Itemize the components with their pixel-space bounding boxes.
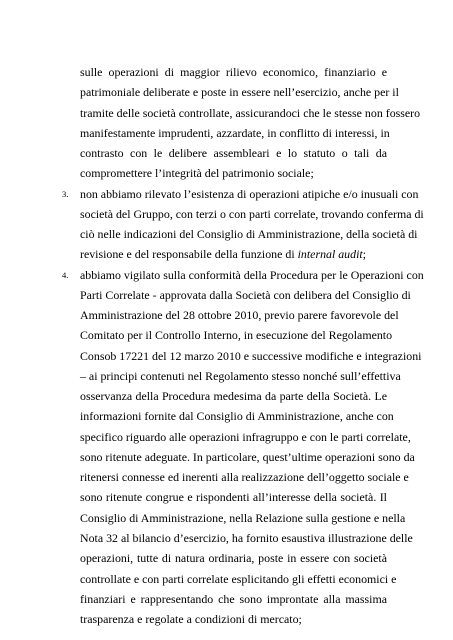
italic-term: internal audit — [297, 247, 363, 262]
text-line: informazioni fornite dal Consiglio di Amministrazione, anche con — [80, 409, 394, 424]
text-line: sono ritenute congrue e rispondenti all’interesse della società. Il — [80, 490, 387, 505]
list-number: 4. — [62, 269, 69, 280]
text-line: Consob 17221 del 12 marzo 2010 e successive modifiche e integrazioni — [80, 348, 422, 363]
text-line: – ai principi contenuti nel Regolamento stesso nonché sull’effettiva — [80, 368, 401, 383]
text-line: compromettere l’integrità del patrimonio sociale; — [80, 166, 314, 181]
text-line: controllate e con parti correlate esplicitando gli effetti economici e — [80, 571, 397, 586]
text-line: contrasto con le delibere assembleari e lo statuto o tali da — [80, 146, 387, 160]
text-line: specifico riguardo alle operazioni infragruppo e con le parti correlate, — [80, 429, 411, 444]
text-fragment: revisione e del responsabile della funzione di — [80, 247, 295, 262]
text-line: Amministrazione del 28 ottobre 2010, previo parere favorevole del — [80, 308, 399, 323]
text-line: sulle operazioni di maggior rilievo economico, finanziario e — [80, 65, 387, 79]
text-line: operazioni, tutte di natura ordinaria, poste in essere con società — [80, 551, 387, 566]
text-fragment: ; — [362, 247, 366, 262]
text-line: non abbiamo rilevato l’esistenza di operazioni atipiche e/o inusuali con — [80, 186, 419, 201]
text-line: società del Gruppo, con terzi o con parti correlate, trovando conferma di — [80, 206, 424, 221]
text-line: manifestamente imprudenti, azzardate, in conflitto di interessi, in — [80, 125, 390, 140]
text-line-with-italic — [80, 247, 387, 261]
text-line: trasparenza e regolate a condizioni di mercato; — [80, 612, 302, 626]
text-line: ritenersi connesse ed inerenti alla realizzazione dell’oggetto sociale e — [80, 470, 409, 485]
text-line: sono ritenute adeguate. In particolare, quest’ultime operazioni sono da — [80, 449, 415, 464]
text-line: ciò nelle indicazioni del Consiglio di Amministrazione, della società di — [80, 227, 418, 242]
text-line: Consiglio di Amministrazione, nella Relazione sulla gestione e nella — [80, 510, 406, 525]
list-number: 3. — [62, 188, 69, 199]
text-line: finanziari e rappresentando che sono improntate alla massima — [80, 591, 387, 606]
text-line: patrimoniale deliberate e poste in essere nell’esercizio, anche per il — [80, 85, 399, 100]
text-line: Comitato per il Controllo Interno, in esecuzione del Regolamento — [80, 328, 393, 343]
text-line: tramite delle società controllate, assicurandoci che le stesse non fossero — [80, 105, 421, 120]
text-line: abbiamo vigilato sulla conformità della Procedura per le Operazioni con — [80, 267, 424, 282]
text-line: Nota 32 al bilancio d’esercizio, ha fornito esaustiva illustrazione delle — [80, 531, 413, 545]
text-line: osservanza della Procedura medesima da parte della Società. Le — [80, 389, 387, 404]
text-line: Parti Correlate - approvata dalla Società con delibera del Consiglio di — [80, 287, 411, 302]
